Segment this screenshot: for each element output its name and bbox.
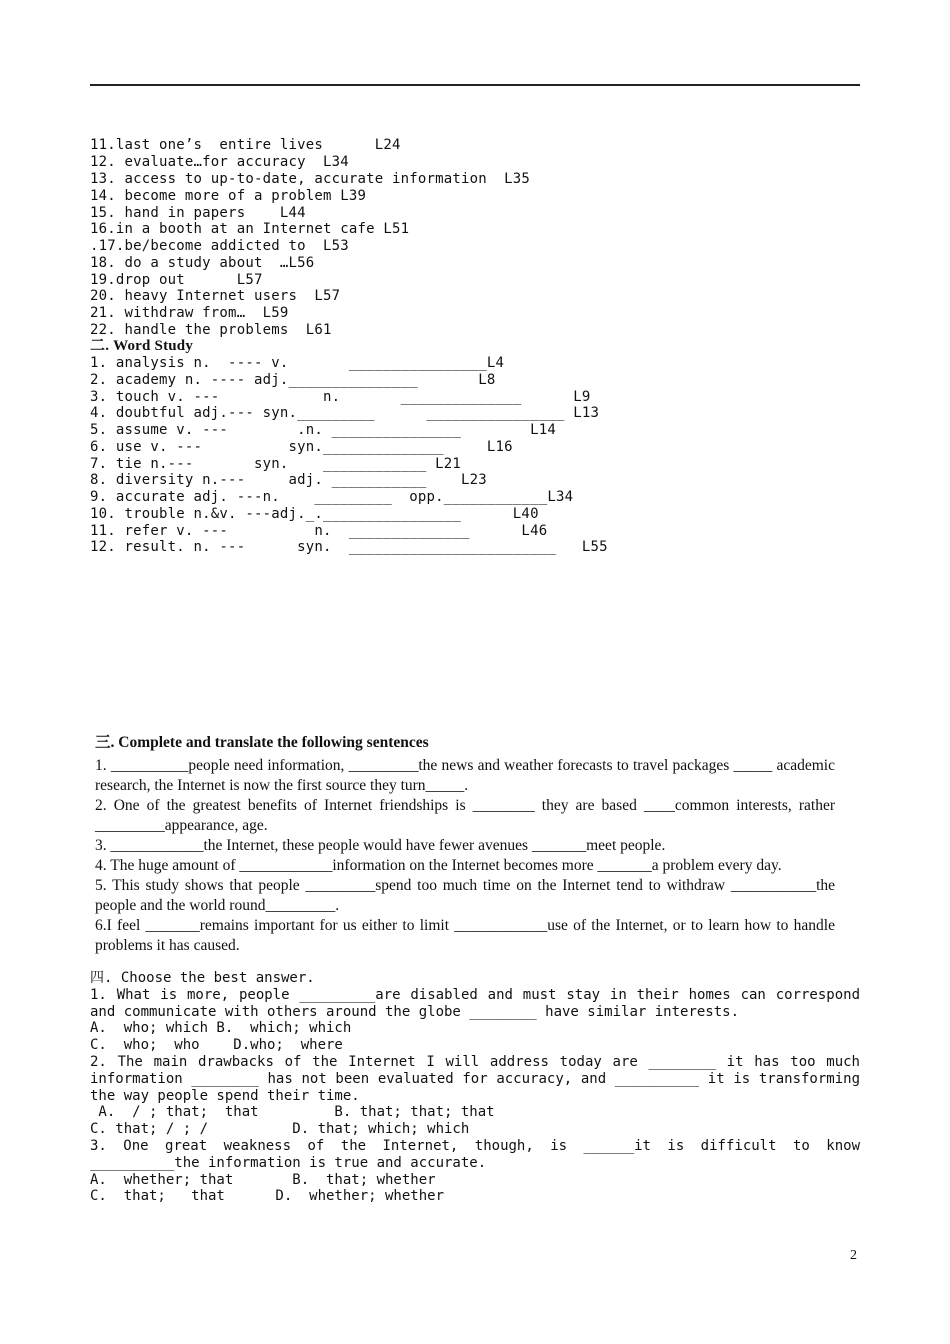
sentence-item: 3. ____________the Internet, these people would have fewer avenues _______meet people. — [95, 837, 666, 854]
phrase-item: 12. evaluate…for accuracy L34 — [90, 154, 349, 170]
phrase-item: 21. withdraw from… L59 — [90, 305, 289, 321]
word-study-item: 2. academy n. ---- adj._______________ L8 — [90, 372, 496, 388]
sentence-item: 4. The huge amount of ____________information on the Internet becomes more _______a problem every day. — [95, 857, 782, 874]
phrase-item: 20. heavy Internet users L57 — [90, 288, 341, 304]
sentence-item: 6.I feel _______remains important for us either to limit ____________use of the Internet, or to learn how to handle problems it has caused. — [95, 917, 835, 954]
header-rule — [90, 84, 860, 86]
question-options: A. / ; that; that B. that; that; that — [90, 1104, 495, 1121]
word-study-item: 5. assume v. --- .n. _______________ L14 — [90, 422, 556, 438]
phrase-item: 16.in a booth at an Internet cafe L51 — [90, 221, 410, 237]
question-options: A. who; which B. which; which — [90, 1020, 352, 1037]
word-study-item: 11. refer v. --- n. ______________ L46 — [90, 523, 548, 539]
word-study-item: 10. trouble n.&v. ---adj._.________________ L40 — [90, 506, 539, 522]
word-study-heading: 二. Word Study — [90, 338, 194, 354]
question-options: C. who; who D.who; where — [90, 1037, 343, 1054]
phrase-item: 15. hand in papers L44 — [90, 205, 306, 221]
phrase-item: 14. become more of a problem L39 — [90, 188, 367, 204]
complete-translate-section — [95, 730, 835, 956]
word-study-item: 4. doubtful adj.--- syn._________ ________________ L13 — [90, 405, 600, 421]
word-study-item: 1. analysis n. ---- v. ________________L4 — [90, 355, 505, 371]
phrase-item: 22. handle the problems L61 — [90, 322, 332, 338]
phrase-item: 13. access to up-to-date, accurate information L35 — [90, 171, 531, 187]
sentence-item: 5. This study shows that people _________spend too much time on the Internet tend to withdraw ___________the people and the world round_________. — [95, 877, 835, 914]
question-options: A. whether; that B. that; whether — [90, 1171, 436, 1188]
word-study-item: 3. touch v. --- n. ______________ L9 — [90, 389, 591, 405]
word-study-item: 12. result. n. --- syn. ________________________ L55 — [90, 539, 608, 555]
phrase-item: .17.be/become addicted to L53 — [90, 238, 349, 254]
question-stem: 2. The main drawbacks of the Internet I will address today are ________ it has too much information ________ has not been evaluated for accuracy, and __________ it is transforming the way people spend their time. — [90, 1053, 860, 1104]
question-options: C. that; / ; / D. that; which; which — [90, 1121, 470, 1138]
question-options: C. that; that D. whether; whether — [90, 1188, 445, 1205]
sentence-item: 2. One of the greatest benefits of Internet friendships is ________ they are based ____common interests, rather _________appearance, age. — [95, 797, 835, 834]
sentence-item: 1. __________people need information, _________the news and weather forecasts to travel packages _____ academic research, the Internet is now the first source they turn_____. — [95, 757, 835, 794]
multiple-choice-section — [90, 970, 860, 1205]
phrase-item: 11.last one’s entire lives L24 — [90, 137, 401, 153]
word-study-item: 9. accurate adj. ---n. _________ opp.____________L34 — [90, 489, 574, 505]
page-number: 2 — [850, 1248, 857, 1263]
section4-heading: 四. Choose the best answer. — [90, 970, 315, 986]
word-study-item: 6. use v. --- syn.______________ L16 — [90, 439, 513, 455]
word-study-item: 8. diversity n.--- adj. ___________ L23 — [90, 472, 487, 488]
section3-heading: 三. Complete and translate the following sentences — [95, 734, 429, 751]
phrase-item: 19.drop out L57 — [90, 272, 263, 288]
question-stem: 3. One great weakness of the Internet, though, is ______it is difficult to know __________the information is true and accurate. — [90, 1137, 860, 1171]
question-stem: 1. What is more, people _________are disabled and must stay in their homes can correspond and communicate with others around the globe ________ have similar interests. — [90, 986, 860, 1020]
phrase-item: 18. do a study about …L56 — [90, 255, 315, 271]
word-study-item: 7. tie n.--- syn. ____________ L21 — [90, 456, 462, 472]
